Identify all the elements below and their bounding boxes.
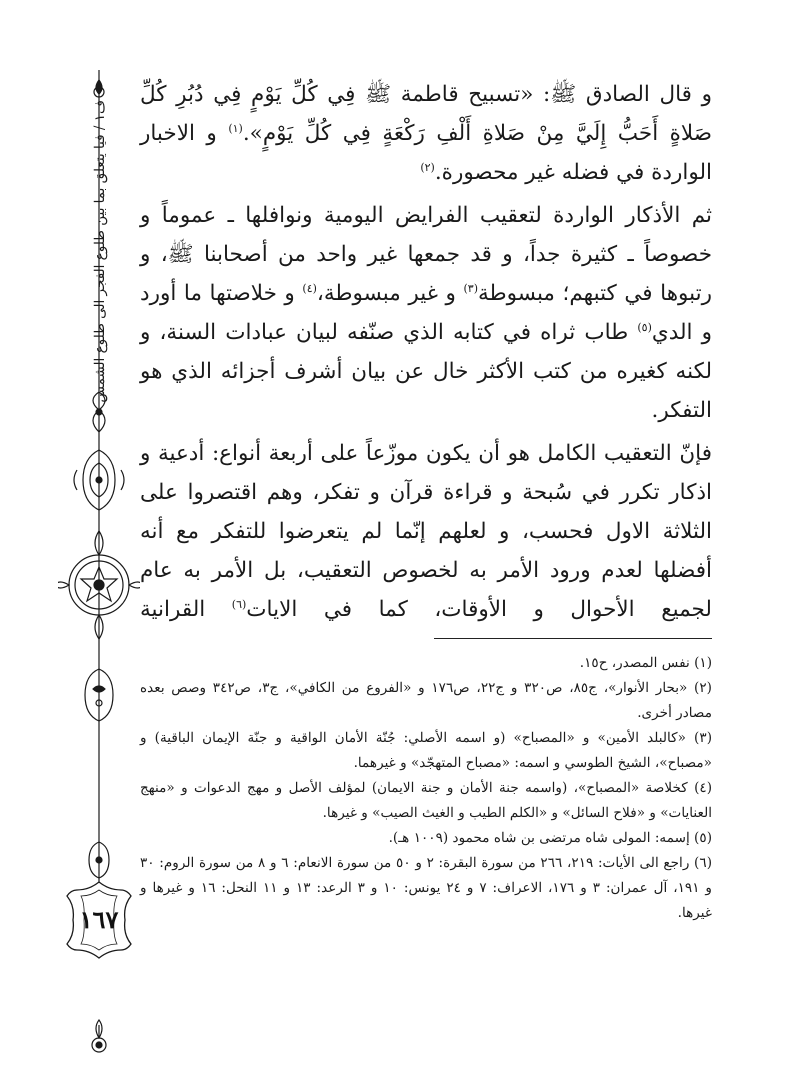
footnote-ref-3: (٣) [463,281,479,295]
running-title-prefix: ف١ / [92,100,108,131]
footnote-2: (٢) «بحار الأنوار»، ج٨٥، ص٣٢٠ و ج٢٢، ص١٧٦ و «الفروع من الكافي»، ج٣، ص٣٤٢ وصص بعده مصادر أخرى. [140,680,712,721]
footnote-5: (٥) إسمه: المولى شاه مرتضى بن شاه محمود (١٠٠٩ هـ). [388,830,712,846]
footnote-3: (٣) «كالبلد الأمين» و «المصباح» (و اسمه الأصلي: جُنّة الأمان الواقية و جنّة الإيمان الباقية) و «مصباح»، الشيخ الطوسي و اسمه: «مصباح المتهجّد» و غيرهما. [140,730,712,771]
footnote-ref-2: (٢) [420,160,435,174]
footnote-1: (١) نفس المصدر، ح١٥. [579,655,712,671]
running-title-text: فيا يتعلق بما بين طلوع الفجر الى طلوع الشمس [92,134,108,403]
footnote-separator [434,638,712,639]
paragraph-2: ثم الأذكار الواردة لتعقيب الفرايض اليومية ونوافلها ـ عموماً و خصوصاً ـ كثيرة جداً، و قد جمعها غير واحد من أصحابنا ﷺ، و رتبوها في كتبهم؛ مبسوطة$^{(٣)}$ و غير مبسوطة،$^{(٤)}$ و خلاصتها ما أورد و الدي$^{(٥)}$ طاب ثراه في كتابه الذي صنّفه لبيان عبادات السنة، و لكنه كغيره من كتب الأكثر خال عن بيان أشرف أجزائه الذي هو التفكر. [140,203,712,423]
paragraph-1: و قال الصادق ﷺ: «تسبيح قاطمة ﷺ فِي كُلِّ يَوْمٍ فِي دُبُرِ كُلِّ صَلاةٍ أَحَبُّ إِلَيَّ مِنْ صَلاةِ أَلْفِ رَكْعَةٍ فِي كُلِّ يَوْمٍ».$^{(١)}$ و الاخبار الواردة في فضله غير محصورة.$^{(٢)}$ [140,82,713,185]
footnote-4: (٤) كخلاصة «المصباح»، (واسمه جنة الأمان و جنة الايمان) لمؤلف الأصل و مهج الدعوات و «منهج العنايات» و «فلاح السائل» و «الكلم الطيب و الغيث الصيب» و غيرها. [140,780,712,821]
paragraph-3: فإنّ التعقيب الكامل هو أن يكون موزّعاً على أربعة أنواع: أدعية و اذكار تكرر في سُبحة و قراءة قرآن و تفكر، وهم اقتصروا على الثلاثة الاول فحسب، و لعلهم إنّما لم يتعرضوا للتفكر مع أنه أفضلها لعدم ورود الأمر به لخصوص التعقيب، بل الأمر به عام لجميع الأحوال و الأوقات، كما في الايات$^{(٦)}$ القرانية [140,441,712,622]
footnote-ref-4: (٤) [302,281,317,295]
footnotes [140,651,712,926]
footnote-ref-5: (٥) [637,320,652,334]
footnote-6: (٦) راجع الى الأيات: ٢١٩، ٢٦٦ من سورة البقرة: ٢ و ٥٠ من سورة الانعام: ٦ و ٨ من سورة الروم: ٣٠ و ١٩١، آل عمران: ٣ و ١٧٦، الاعراف: ٧ و ٢٤ يونس: ١٠ و ٣ الرعد: ١٣ و ١١ النحل: ١٦ و غيرها و غيرها. [140,855,712,921]
footnote-ref-1: (١) [228,121,243,135]
main-text [140,75,712,629]
page-number: ١٦٧ [79,905,119,934]
page-number-cartouche [58,880,140,960]
footnote-ref-6: (٦) [231,597,247,611]
running-title [72,100,128,403]
